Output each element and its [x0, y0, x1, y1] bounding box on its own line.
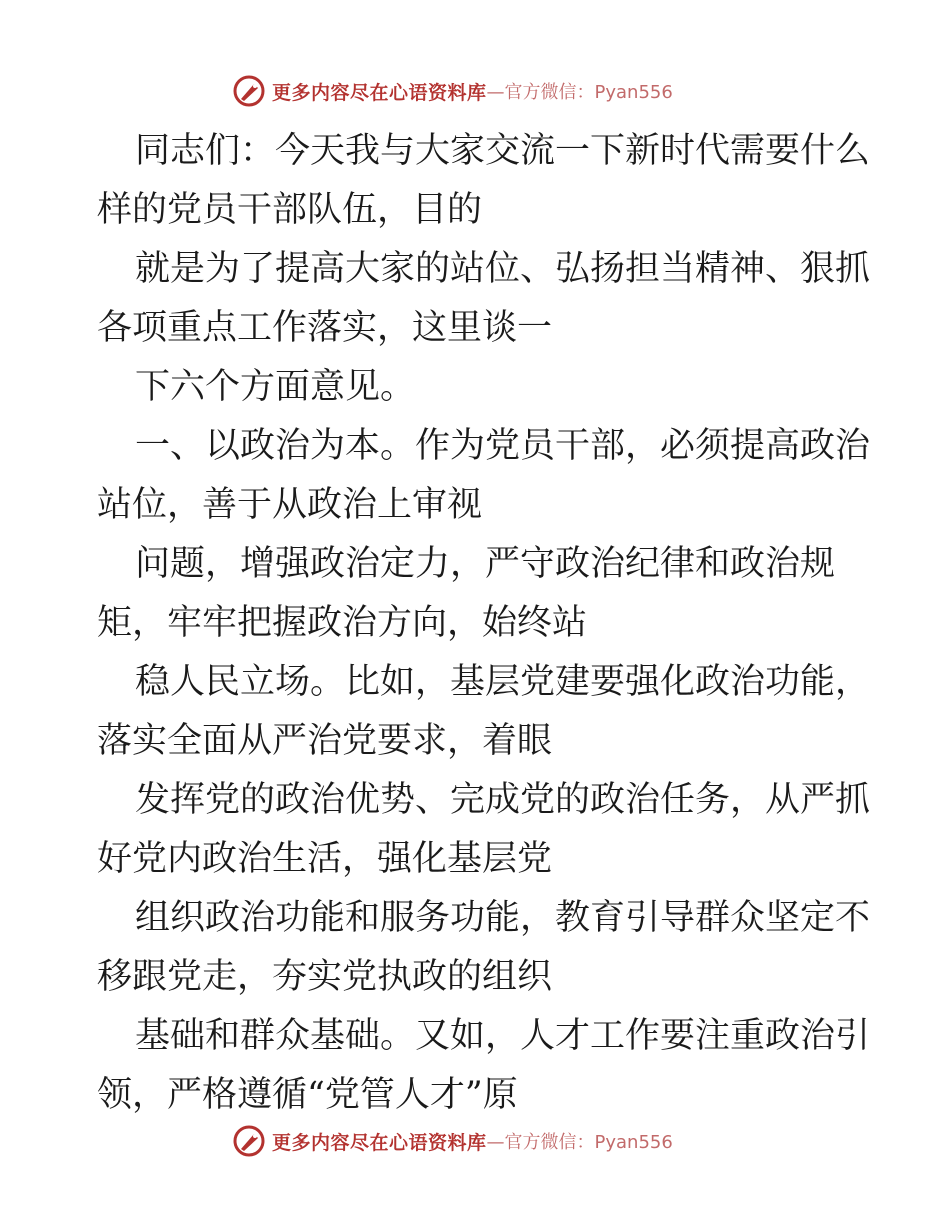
body-line: 下六个方面意见。	[135, 367, 416, 407]
body-line: 同志们：今天我与大家交流一下新时代需要什么	[135, 131, 871, 171]
footer-banner	[232, 1122, 673, 1160]
body-line: 移跟党走，夯实党执政的组织	[97, 957, 553, 997]
body-line: 样的党员干部队伍，目的	[97, 190, 483, 230]
body-line: 就是为了提高大家的站位、弘扬担当精神、狠抓	[135, 249, 871, 289]
document-body	[97, 122, 871, 1125]
body-line: 各项重点工作落实，这里谈一	[97, 308, 553, 348]
pen-nib-icon	[232, 74, 266, 108]
header-banner	[232, 72, 673, 110]
body-line: 领，严格遵循“党管人才”原	[97, 1075, 518, 1115]
body-line: 稳人民立场。比如，基层党建要强化政治功能，	[135, 662, 871, 702]
body-line: 矩，牢牢把握政治方向，始终站	[97, 603, 588, 643]
body-line: 落实全面从严治党要求，着眼	[97, 721, 553, 761]
banner-title: 更多内容尽在心语资料库	[272, 81, 487, 104]
body-line: 发挥党的政治优势、完成党的政治任务，从严抓	[135, 780, 871, 820]
body-line: 好党内政治生活，强化基层党	[97, 839, 553, 879]
body-line: 基础和群众基础。又如，人才工作要注重政治引	[135, 1016, 871, 1056]
body-line: 问题，增强政治定力，严守政治纪律和政治规	[135, 544, 836, 584]
banner-title: 更多内容尽在心语资料库	[272, 1131, 487, 1154]
banner-wechat: —官方微信：Pyan556	[486, 1132, 673, 1153]
pen-nib-icon	[232, 1124, 266, 1158]
body-line: 组织政治功能和服务功能，教育引导群众坚定不	[135, 898, 871, 938]
body-line: 站位，善于从政治上审视	[97, 485, 483, 525]
body-line: 一、以政治为本。作为党员干部，必须提高政治	[135, 426, 871, 466]
banner-wechat: —官方微信：Pyan556	[486, 82, 673, 103]
